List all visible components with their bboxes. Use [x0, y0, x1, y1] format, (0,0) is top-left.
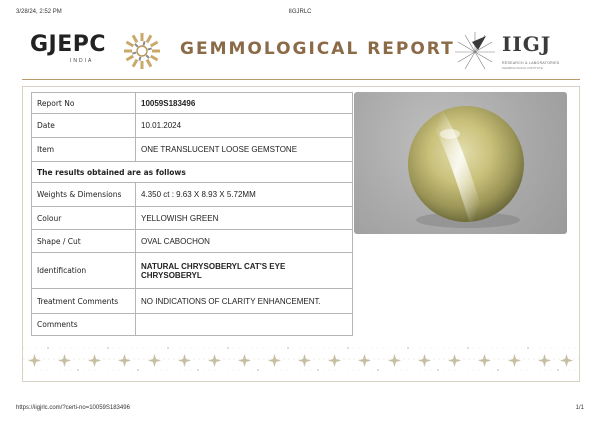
print-date: 3/28/24, 2:52 PM [16, 9, 62, 15]
print-page-title: IIGJRLC [288, 9, 312, 15]
sunburst-seal-icon [119, 31, 165, 71]
table-row [32, 253, 353, 289]
gjepc-subtitle: INDIA [70, 58, 94, 64]
report-details-table [31, 92, 353, 336]
report-number: 10059S183496 [136, 93, 353, 114]
identification-line-1: NATURAL CHRYSOBERYL CAT'S EYE [141, 261, 286, 271]
table-row [32, 114, 353, 138]
iigj-logo [502, 28, 576, 74]
table-row [32, 289, 353, 314]
decorative-sparkle-pattern [23, 340, 579, 378]
table-row [32, 138, 353, 162]
row-label: Date [32, 114, 136, 138]
table-row [32, 183, 353, 207]
row-label: Treatment Comments [32, 289, 136, 314]
lab-starburst-icon [452, 28, 498, 74]
browser-print-footer [16, 405, 584, 415]
table-row [32, 314, 353, 336]
iigj-subtagline: GEMMOLOGICAL INSTITUTE [502, 66, 543, 70]
report-title: GEMMOLOGICAL REPORT [180, 39, 455, 59]
table-row [32, 230, 353, 253]
row-label: Identification [32, 253, 136, 289]
row-label: Report No [32, 93, 136, 114]
shape-cut-value: OVAL CABOCHON [136, 230, 353, 253]
row-label: Item [32, 138, 136, 162]
gjepc-logo [30, 30, 108, 70]
header-divider [22, 79, 580, 80]
colour-value: YELLOWISH GREEN [136, 207, 353, 230]
row-label: Colour [32, 207, 136, 230]
iigj-tagline: RESEARCH & LABORATORIES [502, 61, 560, 65]
cats-eye-gem-icon [354, 92, 567, 234]
iigj-wordmark: IIGJ [502, 32, 552, 56]
report-date: 10.01.2024 [136, 114, 353, 138]
row-label: Weights & Dimensions [32, 183, 136, 207]
browser-print-header [16, 9, 584, 19]
item-value: ONE TRANSLUCENT LOOSE GEMSTONE [136, 138, 353, 162]
print-page-number: 1/1 [575, 405, 584, 411]
comments-value [136, 314, 353, 336]
results-heading: The results obtained are as follows [32, 162, 353, 183]
treatment-value: NO INDICATIONS OF CLARITY ENHANCEMENT. [136, 289, 353, 314]
gjepc-wordmark: GJEPC [30, 32, 107, 57]
table-row [32, 162, 353, 183]
row-label: Shape / Cut [32, 230, 136, 253]
row-label: Comments [32, 314, 136, 336]
identification-value [136, 253, 353, 289]
table-row [32, 93, 353, 114]
table-row [32, 207, 353, 230]
weight-dimensions-value: 4.350 ct : 9.63 X 8.93 X 5.72MM [136, 183, 353, 207]
print-url: https://iigjrlc.com/?certi-no=10059S183496 [16, 405, 130, 411]
identification-line-2: CHRYSOBERYL [141, 270, 202, 280]
gemstone-photo [354, 92, 567, 234]
